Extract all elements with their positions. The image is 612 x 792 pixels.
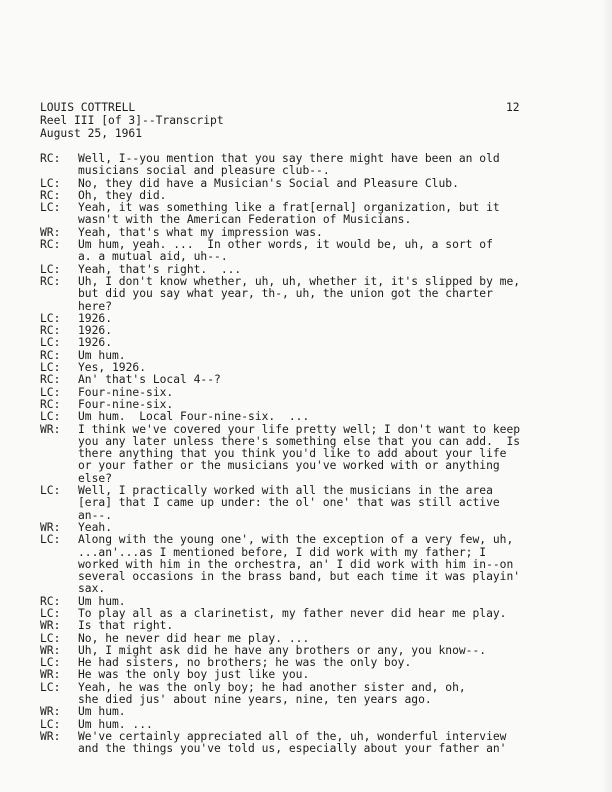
speaker-label: RC:	[40, 594, 61, 608]
speech-line: worked with him in the orchestra, an' I did work with him in--on	[78, 557, 514, 571]
speech-line: I think we've covered your life pretty well; I don't want to keep	[78, 422, 521, 436]
speech-line: Yeah, it was something like a frat[ernal] organization, but it	[78, 201, 500, 215]
speaker-label: RC:	[40, 397, 61, 411]
speech-line: Yes, 1926.	[78, 361, 147, 375]
speech-line: else?	[78, 471, 113, 485]
transcript-entry	[40, 682, 588, 707]
speech-line: Well, I practically worked with all the musicians in the area	[78, 484, 493, 498]
speaker-label: LC:	[40, 385, 61, 399]
transcript-entry	[40, 153, 588, 178]
speech-line: Oh, they did.	[78, 188, 167, 202]
speech-text	[78, 682, 588, 707]
speech-line: but did you say what year, th-, uh, the union got the charter	[78, 287, 493, 301]
speech-text	[78, 202, 588, 227]
speech-line: Along with the young one', with the exception of a very few, uh,	[78, 533, 514, 547]
speaker-label: RC:	[40, 348, 61, 362]
speech-line: He had sisters, no brothers; he was the only boy.	[78, 656, 412, 670]
speech-line: No, he never did hear me play. ...	[78, 631, 310, 645]
speech-line: Four-nine-six.	[78, 397, 174, 411]
transcript-entry	[40, 313, 588, 325]
speaker-label: WR:	[40, 520, 61, 534]
speaker-label: LC:	[40, 176, 61, 190]
speech-text	[78, 374, 588, 386]
speech-line: Well, I--you mention that you say there might have been an old	[78, 152, 500, 165]
speech-text	[78, 534, 588, 595]
transcript-entry	[40, 411, 588, 423]
speech-line: Um hum.	[78, 594, 126, 608]
transcript-entry	[40, 731, 588, 756]
speech-line: Um hum.	[78, 705, 126, 719]
transcript-header	[40, 101, 540, 141]
transcript-entry	[40, 337, 588, 349]
reel-label: Reel III [of 3]--Transcript	[40, 114, 224, 128]
speech-line: Is that right.	[78, 619, 174, 633]
speaker-label: WR:	[40, 619, 61, 633]
speech-text	[78, 337, 588, 349]
speech-text	[78, 731, 588, 756]
speaker-label: WR:	[40, 422, 61, 436]
speech-line: 1926.	[78, 324, 113, 338]
speaker-label: RC:	[40, 152, 61, 165]
transcript-entry	[40, 485, 588, 522]
speech-line: Yeah.	[78, 520, 113, 534]
speech-text	[78, 276, 588, 313]
speech-line: 1926.	[78, 311, 113, 325]
speech-text	[78, 239, 588, 264]
speaker-label: LC:	[40, 262, 61, 276]
speaker-label: WR:	[40, 668, 61, 682]
speech-line: Yeah, he was the only boy; he had another sister and, oh,	[78, 680, 466, 694]
speaker-label: LC:	[40, 717, 61, 731]
transcript-entry	[40, 325, 588, 337]
speech-line: sax.	[78, 582, 106, 596]
speech-text	[78, 485, 588, 522]
speech-line: she died jus' about nine years, nine, ten years ago.	[78, 693, 432, 707]
transcript-entry	[40, 239, 588, 264]
speaker-label: RC:	[40, 188, 61, 202]
speech-text	[78, 325, 588, 337]
speech-text	[78, 706, 588, 718]
speaker-label: WR:	[40, 705, 61, 719]
transcript-entry	[40, 276, 588, 313]
interviewee-name: LOUIS COTTRELL	[40, 101, 136, 114]
speaker-label: LC:	[40, 311, 61, 325]
speech-line: wasn't with the American Federation of Musicians.	[78, 213, 412, 227]
transcript-body	[40, 153, 588, 756]
speech-line: Uh, I might ask did he have any brothers or any, you know--.	[78, 643, 487, 657]
transcript-entry	[40, 202, 588, 227]
speech-line: He was the only boy just like you.	[78, 668, 310, 682]
speech-line: ...an'...as I mentioned before, I did work with my father; I	[78, 545, 487, 559]
speech-text	[78, 153, 588, 178]
speech-text	[78, 313, 588, 325]
speech-text	[78, 411, 588, 423]
speaker-label: RC:	[40, 274, 61, 288]
speech-line: a. a mutual aid, uh--.	[78, 250, 228, 264]
speaker-label: LC:	[40, 680, 61, 694]
speech-line: Four-nine-six.	[78, 385, 174, 399]
speech-line: or your father or the musicians you've worked with or anything	[78, 459, 500, 473]
speech-text	[78, 620, 588, 632]
interview-date: August 25, 1961	[40, 127, 143, 141]
speaker-label: LC:	[40, 201, 61, 215]
speech-text	[78, 424, 588, 485]
speech-line: Uh, I don't know whether, uh, uh, whether it, it's slipped by me,	[78, 274, 521, 288]
speaker-label: WR:	[40, 729, 61, 743]
speaker-label: RC:	[40, 373, 61, 387]
speaker-label: LC:	[40, 361, 61, 375]
speaker-label: LC:	[40, 606, 61, 620]
speaker-label: RC:	[40, 238, 61, 252]
transcript-entry	[40, 620, 588, 632]
speech-line: Um hum.	[78, 348, 126, 362]
speech-line: several occasions in the brass band, but each time it was playin'	[78, 570, 521, 584]
speech-text	[78, 669, 588, 681]
speech-line: 1926.	[78, 336, 113, 350]
speaker-label: LC:	[40, 410, 61, 424]
speaker-label: LC:	[40, 336, 61, 350]
speaker-label: LC:	[40, 631, 61, 645]
transcript-entry	[40, 374, 588, 386]
speech-line: and the things you've told us, especially about your father an'	[78, 742, 507, 756]
speech-line: an--.	[78, 508, 113, 522]
speaker-label: LC:	[40, 656, 61, 670]
speech-line: you any later unless there's something else that you can add. Is	[78, 434, 521, 448]
page-edge-shadow	[602, 0, 612, 792]
speech-line: here?	[78, 299, 113, 313]
speech-text	[78, 350, 588, 362]
speech-line: Um hum. ...	[78, 717, 153, 731]
speech-line: To play all as a clarinetist, my father never did hear me play.	[78, 606, 507, 620]
speaker-label: LC:	[40, 533, 61, 547]
speaker-label: RC:	[40, 324, 61, 338]
speaker-label: WR:	[40, 225, 61, 239]
speech-line: No, they did have a Musician's Social and Pleasure Club.	[78, 176, 459, 190]
speech-line: musicians social and pleasure club--.	[78, 164, 330, 178]
speech-line: [era] that I came up under: the ol' one' that was still active	[78, 496, 500, 510]
transcript-entry	[40, 706, 588, 718]
speech-line: Yeah, that's what my impression was.	[78, 225, 323, 239]
speaker-label: LC:	[40, 484, 61, 498]
speech-line: We've certainly appreciated all of the, uh, wonderful interview	[78, 729, 507, 743]
transcript-entry	[40, 534, 588, 595]
speech-line: An' that's Local 4--?	[78, 373, 221, 387]
speech-line: Um hum, yeah. ... In other words, it would be, uh, a sort of	[78, 238, 493, 252]
speech-line: there anything that you think you'd like to add about your life	[78, 447, 507, 461]
transcript-entry	[40, 424, 588, 485]
speech-line: Um hum. Local Four-nine-six. ...	[78, 410, 310, 424]
transcript-entry	[40, 669, 588, 681]
speech-line: Yeah, that's right. ...	[78, 262, 242, 276]
page-number: 12	[506, 101, 520, 114]
speaker-label: WR:	[40, 643, 61, 657]
